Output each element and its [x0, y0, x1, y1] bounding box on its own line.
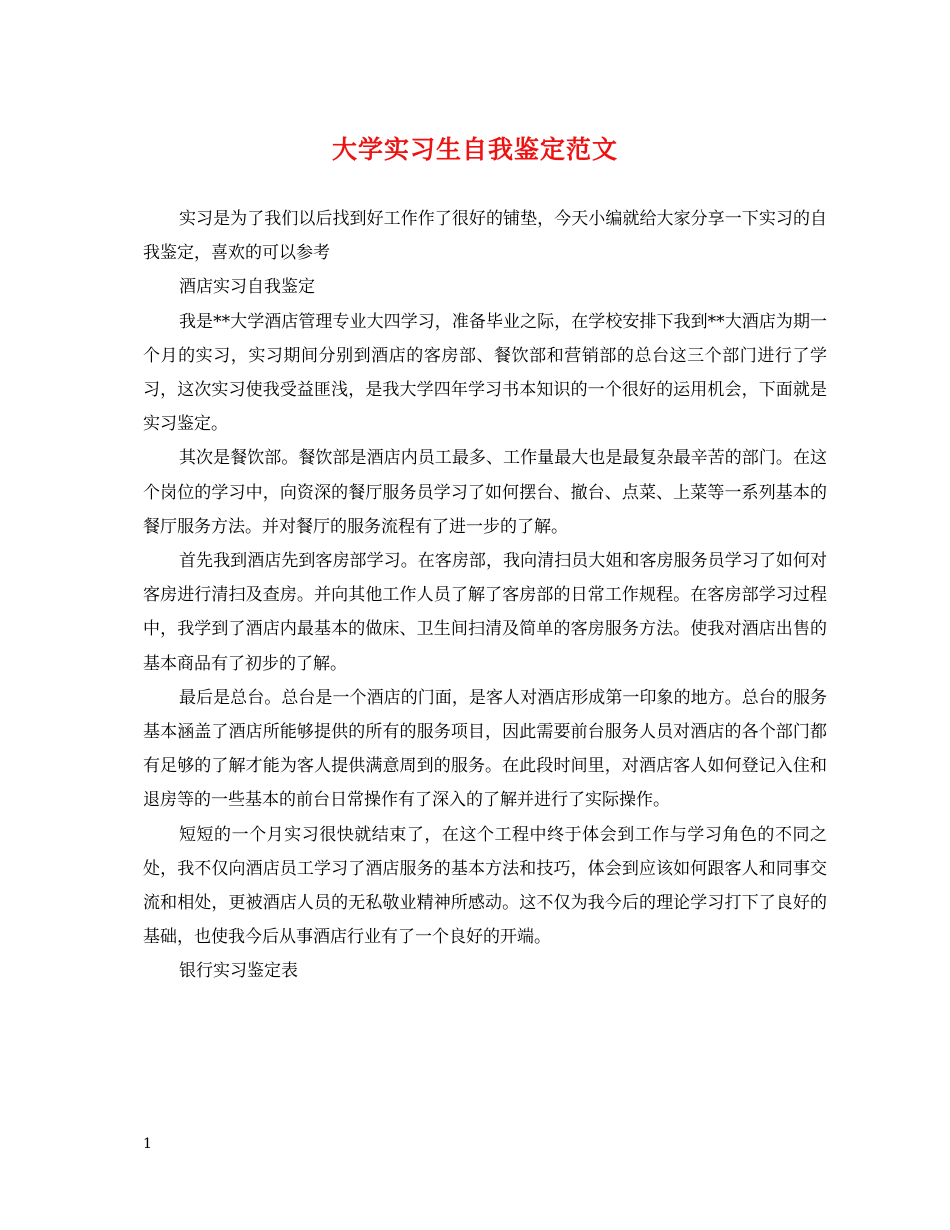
paragraph-catering: 其次是餐饮部。餐饮部是酒店内员工最多、工作量最大也是最复杂最辛苦的部门。在这个岗位的学习中，向资深的餐厅服务员学习了如何摆台、撤台、点菜、上菜等一系列基本的餐厅服务方法。并对餐厅的服务流程有了进一步的了解。 [143, 448, 827, 537]
paragraph-housekeeping: 首先我到酒店先到客房部学习。在客房部，我向清扫员大姐和客房服务员学习了如何对客房进行清扫及查房。并向其他工作人员了解了客房部的日常工作规程。在客房部学习过程中，我学到了酒店内最基本的做床、卫生间扫清及简单的客房服务方法。使我对酒店出售的基本商品有了初步的了解。 [143, 551, 827, 674]
paragraph-conclusion: 短短的一个月实习很快就结束了，在这个工程中终于体会到工作与学习角色的不同之处，我不仅向酒店员工学习了酒店服务的基本方法和技巧，体会到应该如何跟客人和同事交流和相处，更被酒店人员的无私敬业精神所感动。这不仅为我今后的理论学习打下了良好的基础，也使我今后从事酒店行业有了一个良好的开端。 [143, 824, 827, 948]
document-title: 大学实习生自我鉴定范文 [331, 135, 618, 164]
section-heading-bank: 银行实习鉴定表 [179, 961, 298, 982]
paragraph-intro: 实习是为了我们以后找到好工作作了很好的铺垫，今天小编就给大家分享一下实习的自我鉴定，喜欢的可以参考 [143, 209, 827, 264]
document-body [143, 202, 827, 989]
page-number: 1 [143, 1136, 152, 1152]
paragraph-hotel-overview: 我是**大学酒店管理专业大四学习，准备毕业之际，在学校安排下我到**大酒店为期一个月的实习，实习期间分别到酒店的客房部、餐饮部和营销部的总台这三个部门进行了学习，这次实习使我受益匪浅，是我大学四年学习书本知识的一个很好的运用机会，下面就是实习鉴定。 [143, 311, 827, 435]
section-heading-hotel: 酒店实习自我鉴定 [179, 277, 315, 298]
paragraph-front-desk: 最后是总台。总台是一个酒店的门面，是客人对酒店形成第一印象的地方。总台的服务基本涵盖了酒店所能够提供的所有的服务项目，因此需要前台服务人员对酒店的各个部门都有足够的了解才能为客人提供满意周到的服务。在此段时间里，对酒店客人如何登记入住和退房等的一些基本的前台日常操作有了深入的了解并进行了实际操作。 [143, 687, 827, 811]
